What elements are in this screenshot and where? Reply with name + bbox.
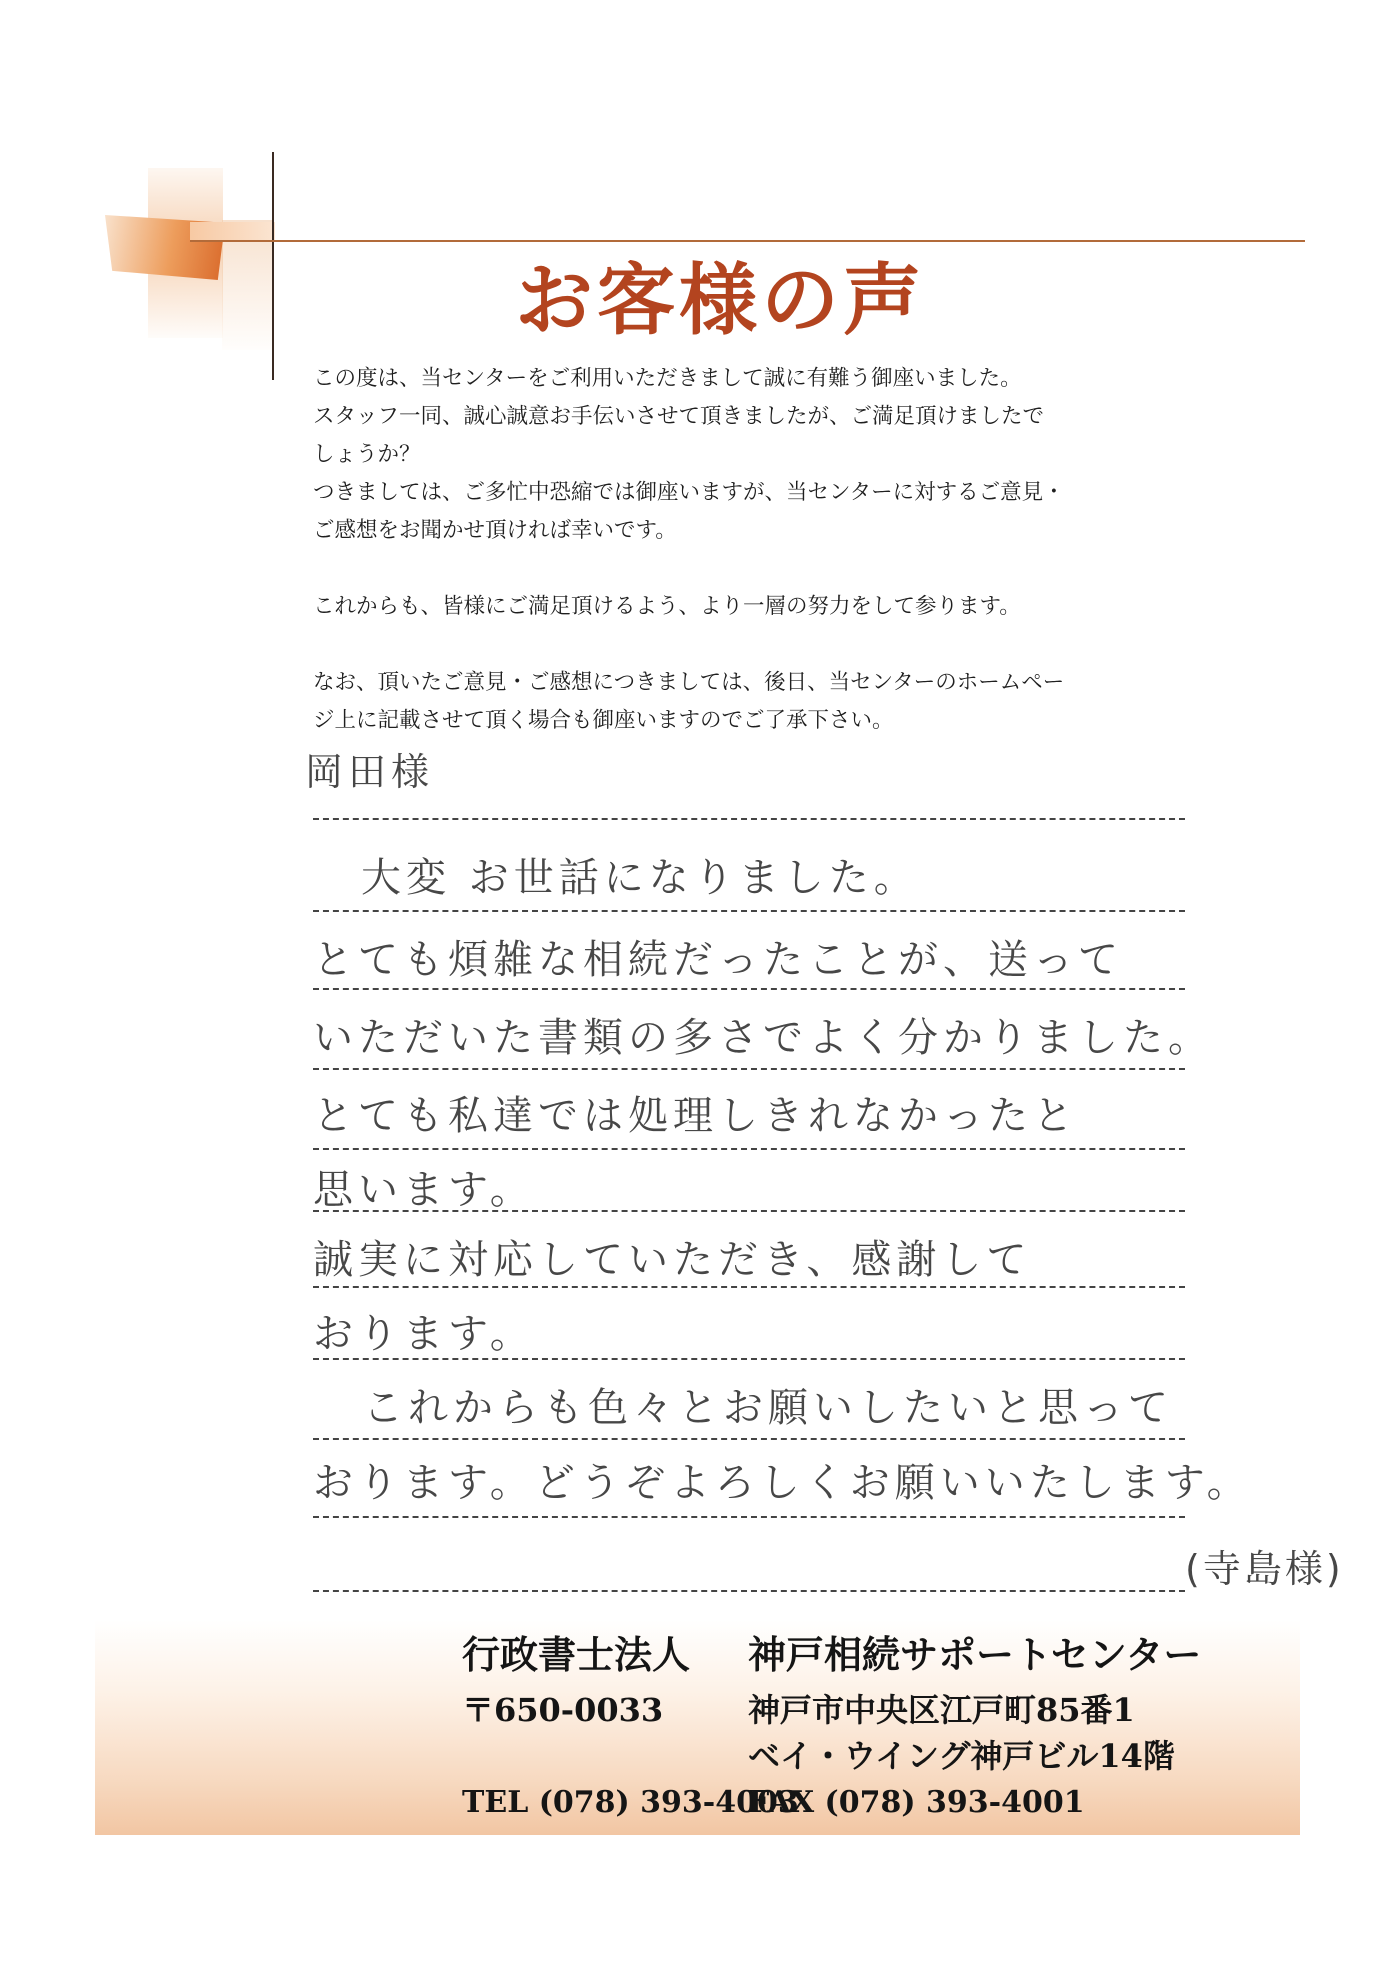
handwritten-line: 誠実に対応していただき、感謝して	[313, 1237, 1032, 1283]
handwritten-line: 思います。	[313, 1167, 535, 1213]
company-name: 神戸相続サポートセンター	[748, 1632, 1202, 1677]
ruled-line	[313, 1358, 1185, 1360]
handwritten-signature: (寺島様)	[1185, 1547, 1344, 1591]
company-type: 行政書士法人	[462, 1632, 691, 1677]
address-line-1: 神戸市中央区江戸町85番1	[748, 1691, 1135, 1729]
ruled-line	[313, 1590, 1185, 1592]
ruled-line	[313, 988, 1185, 990]
phone-number: TEL (078) 393-4003	[462, 1785, 799, 1820]
fax-number: FAX (078) 393-4001	[748, 1785, 1085, 1820]
ruled-line	[313, 1286, 1185, 1288]
decorative-accent-bar	[190, 222, 275, 240]
handwritten-line: おります。	[313, 1311, 535, 1357]
intro-text	[313, 360, 1253, 740]
address-line-2: ベイ・ウイング神戸ビル14階	[748, 1737, 1175, 1775]
intro-line: これからも、皆様にご満足頂けるよう、より一層の努力をして参ります。	[313, 594, 1021, 619]
intro-line: なお、頂いたご意見・ご感想につきましては、後日、当センターのホームペー	[313, 670, 1065, 695]
handwritten-line: これからも色々とお願いしたいと思って	[363, 1385, 1173, 1431]
ruled-line	[313, 1210, 1185, 1212]
handwritten-line: いただいた書類の多さでよく分かりました。	[313, 1015, 1213, 1061]
intro-line: スタッフ一同、誠心誠意お手伝いさせて頂きましたが、ご満足頂けましたで	[313, 404, 1045, 429]
ruled-line	[313, 1516, 1185, 1518]
page-title: お客様の声	[514, 255, 925, 346]
ruled-line	[313, 1438, 1185, 1440]
ruled-line	[313, 1148, 1185, 1150]
handwritten-line: とても煩雑な相続だったことが、送って	[313, 937, 1123, 983]
header-rule	[190, 240, 1305, 242]
intro-line: ジ上に記載させて頂く場合も御座いますのでご了承下さい。	[313, 708, 894, 733]
handwritten-addressee: 岡田様	[305, 750, 435, 794]
ruled-line	[313, 818, 1185, 820]
intro-line: しょうか？	[313, 442, 421, 467]
intro-line: ご感想をお聞かせ頂ければ幸いです。	[313, 518, 677, 543]
handwritten-line: とても私達では処理しきれなかったと	[313, 1093, 1078, 1139]
ruled-line	[313, 1068, 1185, 1070]
intro-line: この度は、当センターをご利用いただきまして誠に有難う御座いました。	[313, 366, 1022, 391]
handwritten-line: 大変 お世話になりました。	[361, 855, 919, 901]
postal-code: 〒650-0033	[462, 1691, 664, 1729]
ruled-line	[313, 910, 1185, 912]
handwritten-line: おります。どうぞよろしくお願いいたします。	[313, 1460, 1252, 1506]
intro-line: つきましては、ご多忙中恐縮では御座いますが、当センターに対するご意見・	[313, 480, 1065, 505]
